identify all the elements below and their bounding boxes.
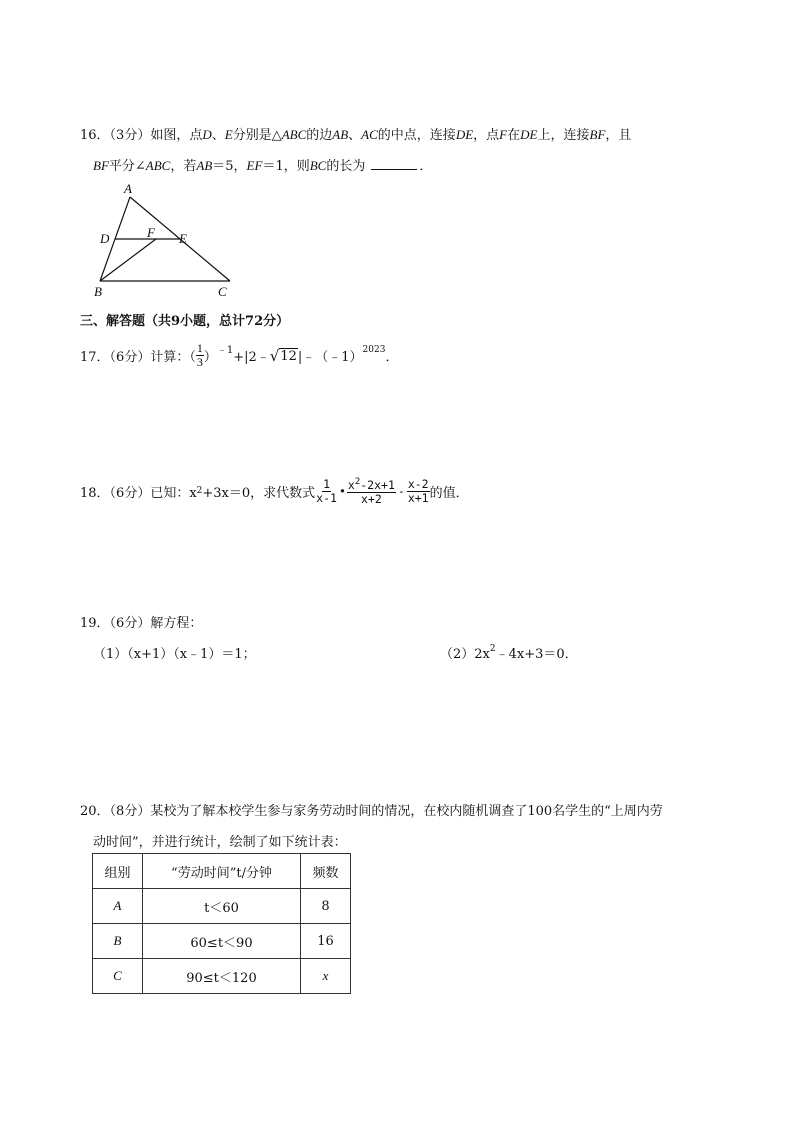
- section-title: 三、解答题（共9小题，总计72分）: [80, 314, 290, 329]
- table-row: [93, 889, 351, 924]
- q17-radicand: 12: [280, 348, 297, 364]
- answer-blank: [371, 159, 417, 170]
- q16-line1: 16．（3分）如图，点D、E分别是△ABC的边AB、AC的中点，连接DE，点F在DE上，连接BF，且: [80, 127, 632, 143]
- frequency-table: [92, 853, 351, 994]
- table-header: 组别: [93, 854, 143, 889]
- sqrt-symbol: √: [269, 346, 280, 365]
- table-cell: C: [93, 959, 143, 994]
- q20-line2: 动时间”，并进行统计，绘制了如下统计表：: [93, 835, 347, 850]
- table-cell: 8: [301, 889, 351, 924]
- table-cell: B: [93, 924, 143, 959]
- q16-line2: BF平分∠ABC，若AB＝5，EF＝1，则BC的长为 ．: [93, 158, 433, 174]
- triangle-figure: [90, 180, 240, 300]
- table-cell: x: [301, 959, 351, 994]
- table-header: 频数: [301, 854, 351, 889]
- q20-line1: 20．（8分）某校为了解本校学生参与家务劳动时间的情况，在校内随机调查了100名学生的“上周内劳: [80, 804, 663, 819]
- q18-fraction-1: $\frac{1}{x-1}$: [316, 476, 337, 505]
- q17-fraction: $\frac{1}{3}$: [196, 341, 203, 369]
- label-a: A: [124, 181, 132, 196]
- table-row: [93, 959, 351, 994]
- q17: 17．（6分）计算：（ $\frac{1}{3}$ ） ﹣1 +|2﹣ √ 12 |﹣（﹣1） 2023 ．: [80, 341, 399, 369]
- table-header: “劳动时间”t/分钟: [143, 854, 301, 889]
- label-d: D: [100, 231, 110, 246]
- q19-part1: （1）（x+1）（x﹣1）＝1；: [93, 647, 256, 662]
- table-cell: 90≤t＜120: [143, 959, 301, 994]
- table-cell: 60≤t＜90: [143, 924, 301, 959]
- label-e: E: [179, 231, 187, 246]
- table-cell: A: [93, 889, 143, 924]
- q18: 18．（6分）已知：x 2 +3x＝0，求代数式 $\frac{1}{x-1}$ • $\frac{x^2-2x+1}{x+2}$ - $\frac{x-2}{x+1}$ 的值．: [80, 476, 469, 506]
- table-cell: t＜60: [143, 889, 301, 924]
- table-cell: 16: [301, 924, 351, 959]
- q19-part2: $(2)2x^2﹣4x+3=0$．: [440, 644, 578, 662]
- table-row: [93, 924, 351, 959]
- label-b: B: [94, 284, 102, 299]
- q19-title: 19．（6分）解方程：: [80, 616, 203, 631]
- q18-fraction-3: $\frac{x-2}{x+1}$: [407, 476, 429, 505]
- label-f: F: [147, 225, 155, 240]
- table-header-row: [93, 854, 351, 889]
- label-c: C: [218, 284, 227, 299]
- q18-fraction-2: $\frac{x^2-2x+1}{x+2}$: [347, 477, 395, 506]
